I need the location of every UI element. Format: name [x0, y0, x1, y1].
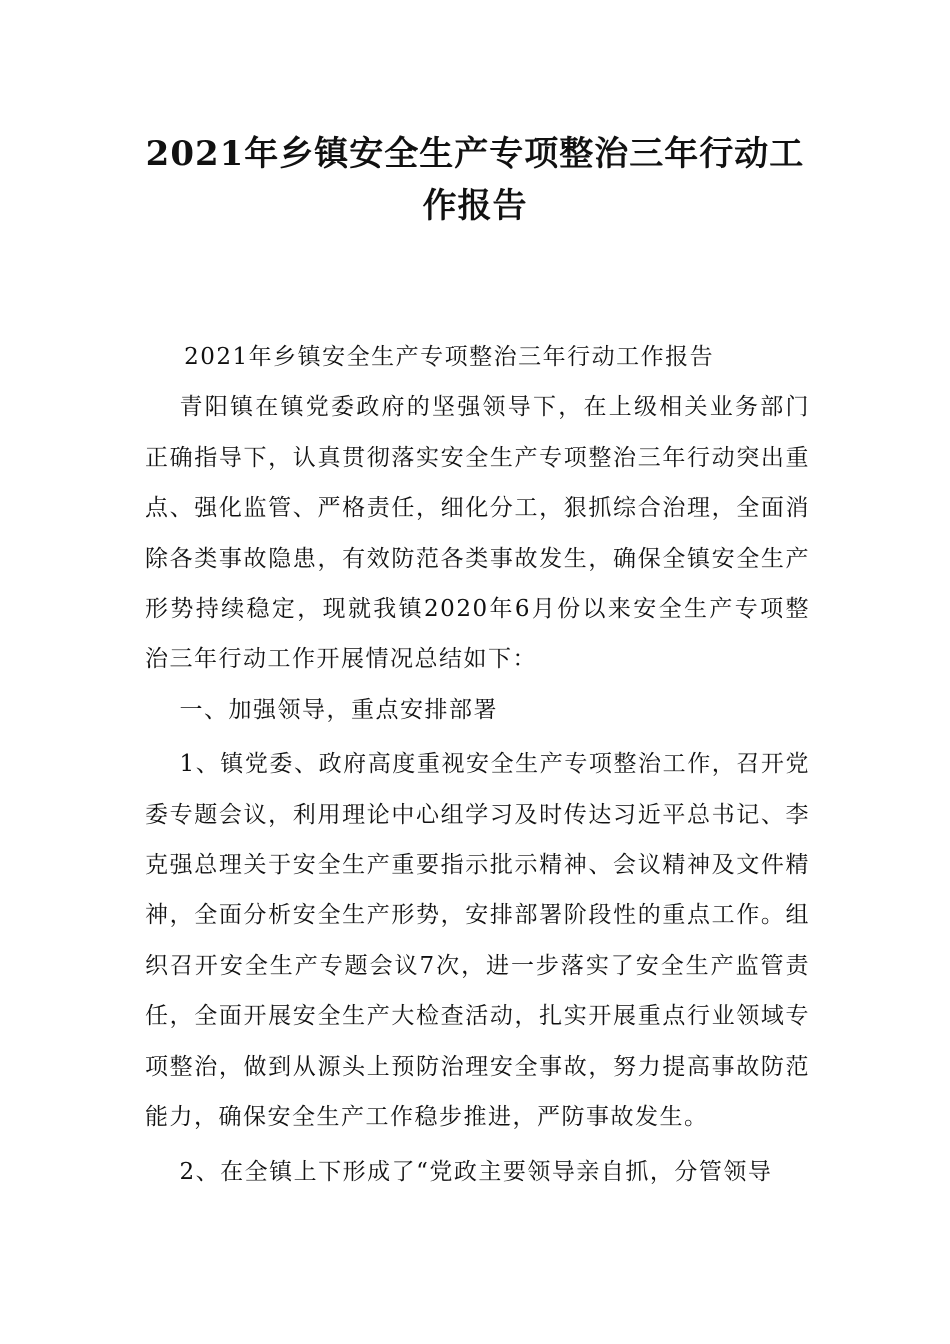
body-paragraph: 2、在全镇上下形成了“党政主要领导亲自抓，分管领导 [179, 1158, 773, 1185]
body-paragraph: 1、镇党委、政府高度重视安全生产专项整治工作，召开党委专题会议，利用理论中心组学习及时传达习近平总书记、李克强总理关于安全生产重要指示批示精神、会议精神及文件精神，全面分析安全生产形势，安排部署阶段性的重点工作。组织召开安全生产专题会议7次，进一步落实了安全生产监管责任，全面开展安全生产大检查活动，扎实开展重点行业领域专项整治，做到从源头上预防治理安全事故，努力提高事故防范能力，确保安全生产工作稳步推进，严防事故发生。 [145, 751, 810, 1131]
intro-paragraph: 青阳镇在镇党委政府的坚强领导下，在上级相关业务部门正确指导下，认真贯彻落实安全生产专项整治三年行动突出重点、强化监管、严格责任，细化分工，狠抓综合治理，全面消除各类事故隐患，有效防范各类事故发生，确保全镇安全生产形势持续稳定，现就我镇2020年6月份以来安全生产专项整治三年行动工作开展情况总结如下： [145, 394, 810, 673]
section-heading: 一、加强领导，重点安排部署 [179, 696, 498, 723]
document-title: 2021年乡镇安全生产专项整治三年行动工作报告 [145, 134, 805, 226]
document-body [145, 332, 810, 1197]
subtitle-paragraph: 2021年乡镇安全生产专项整治三年行动工作报告 [184, 344, 715, 370]
